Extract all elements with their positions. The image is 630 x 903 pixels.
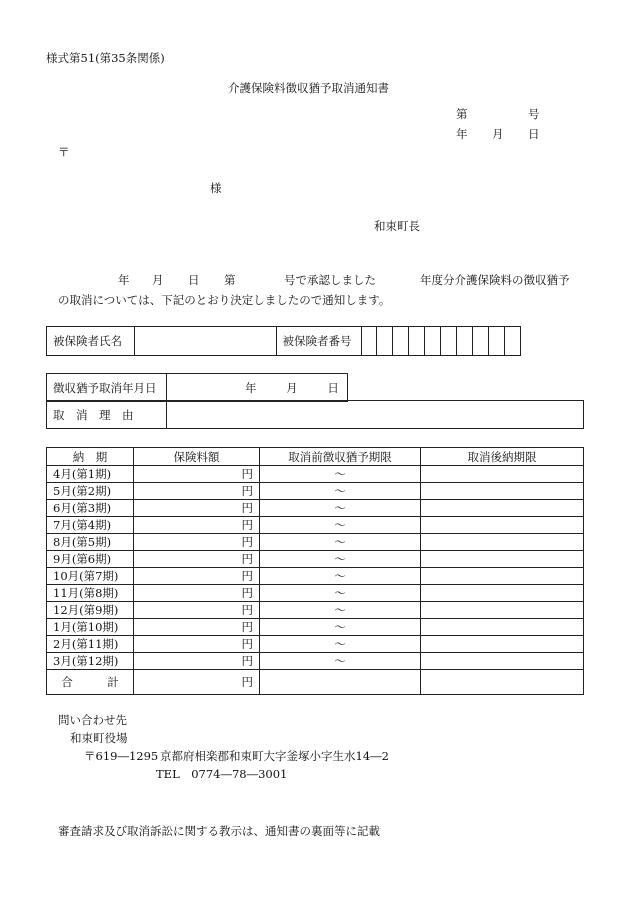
contact-postal: 〒619―1295 xyxy=(84,749,159,763)
cancel-reason-field[interactable] xyxy=(167,401,584,429)
page-title: 介護保険料徴収猶予取消通知書 xyxy=(228,81,389,95)
body-month: 月 xyxy=(152,273,164,287)
header-before-deadline: 取消前徴収猶予期限 xyxy=(260,448,421,466)
after-deadline-cell[interactable] xyxy=(421,517,584,534)
table-row xyxy=(47,636,584,653)
total-label: 合 計 xyxy=(47,670,134,695)
after-deadline-cell[interactable] xyxy=(421,619,584,636)
table-row xyxy=(47,500,584,517)
issuer: 和束町長 xyxy=(374,219,420,233)
amount-cell[interactable]: 円 xyxy=(134,602,260,619)
table-row xyxy=(47,585,584,602)
body-day: 日 xyxy=(188,273,200,287)
postal-mark: 〒 xyxy=(58,145,70,159)
before-deadline-cell[interactable]: ～ xyxy=(260,466,421,483)
period-cell: 10月(第7期) xyxy=(47,568,134,585)
period-cell: 2月(第11期) xyxy=(47,636,134,653)
period-cell: 9月(第6期) xyxy=(47,551,134,568)
before-deadline-cell[interactable]: ～ xyxy=(260,653,421,670)
honorific: 様 xyxy=(210,181,222,195)
total-amount[interactable]: 円 xyxy=(134,670,260,695)
body-approved: 号で承認しました xyxy=(284,273,376,287)
after-deadline-cell[interactable] xyxy=(421,483,584,500)
after-deadline-cell[interactable] xyxy=(421,653,584,670)
after-deadline-cell[interactable] xyxy=(421,500,584,517)
total-before-deadline xyxy=(260,670,421,695)
contact-tel: TEL 0774―78―3001 xyxy=(156,767,288,781)
before-deadline-cell[interactable]: ～ xyxy=(260,500,421,517)
insured-name-label: 被保険者氏名 xyxy=(47,327,135,356)
table-row xyxy=(47,551,584,568)
after-deadline-cell[interactable] xyxy=(421,585,584,602)
amount-cell[interactable]: 円 xyxy=(134,636,260,653)
doc-number-go: 号 xyxy=(528,107,540,121)
before-deadline-cell[interactable]: ～ xyxy=(260,551,421,568)
before-deadline-cell[interactable]: ～ xyxy=(260,517,421,534)
before-deadline-cell[interactable]: ～ xyxy=(260,636,421,653)
table-row xyxy=(47,466,584,483)
before-deadline-cell[interactable]: ～ xyxy=(260,619,421,636)
form-code: 様式第51(第35条関係) xyxy=(46,51,165,65)
amount-cell[interactable]: 円 xyxy=(134,517,260,534)
doc-number-dai: 第 xyxy=(456,107,468,121)
period-cell: 11月(第8期) xyxy=(47,585,134,602)
schedule-header-row xyxy=(47,448,584,466)
cancel-date-month: 月 xyxy=(286,380,298,395)
insured-number-box[interactable] xyxy=(425,327,441,356)
contact-office: 和束町役場 xyxy=(70,731,128,745)
insured-number-box[interactable] xyxy=(361,327,377,356)
contact-address: 京都府相楽郡和束町大字釜塚小字生水14―2 xyxy=(160,749,389,763)
after-deadline-cell[interactable] xyxy=(421,636,584,653)
before-deadline-cell[interactable]: ～ xyxy=(260,602,421,619)
period-cell: 7月(第4期) xyxy=(47,517,134,534)
doc-date-month: 月 xyxy=(492,127,504,141)
before-deadline-cell[interactable]: ～ xyxy=(260,568,421,585)
header-amount: 保険料額 xyxy=(134,448,260,466)
table-row xyxy=(47,602,584,619)
header-period: 納 期 xyxy=(47,448,134,466)
header-after-deadline: 取消後納期限 xyxy=(421,448,584,466)
table-row xyxy=(47,483,584,500)
period-cell: 4月(第1期) xyxy=(47,466,134,483)
body-dai: 第 xyxy=(224,273,236,287)
schedule-total-row xyxy=(47,670,584,695)
insured-number-label: 被保険者番号 xyxy=(276,327,361,356)
contact-heading: 問い合わせ先 xyxy=(58,713,127,727)
body-fiscal: 年度分介護保険料の徴収猶予 xyxy=(420,273,570,287)
amount-cell[interactable]: 円 xyxy=(134,500,260,517)
body-year: 年 xyxy=(118,273,130,287)
before-deadline-cell[interactable]: ～ xyxy=(260,483,421,500)
period-cell: 5月(第2期) xyxy=(47,483,134,500)
doc-date-day: 日 xyxy=(528,127,540,141)
table-row xyxy=(47,517,584,534)
period-cell: 12月(第9期) xyxy=(47,602,134,619)
cancel-date-field[interactable] xyxy=(167,374,348,402)
cancel-date-table xyxy=(46,373,348,402)
insured-number-box[interactable] xyxy=(377,327,393,356)
table-row xyxy=(47,534,584,551)
period-cell: 1月(第10期) xyxy=(47,619,134,636)
insured-table xyxy=(46,326,521,356)
amount-cell[interactable]: 円 xyxy=(134,534,260,551)
insured-number-box[interactable] xyxy=(441,327,457,356)
cancel-date-label: 徴収猶予取消年月日 xyxy=(47,374,167,402)
doc-date-year: 年 xyxy=(456,127,468,141)
cancel-date-day: 日 xyxy=(327,380,339,395)
cancel-reason-label: 取 消 理 由 xyxy=(47,401,167,429)
schedule-table xyxy=(46,447,584,695)
amount-cell[interactable]: 円 xyxy=(134,619,260,636)
table-row xyxy=(47,653,584,670)
insured-number-box[interactable] xyxy=(504,327,520,356)
amount-cell[interactable]: 円 xyxy=(134,568,260,585)
before-deadline-cell[interactable]: ～ xyxy=(260,534,421,551)
total-after-deadline xyxy=(421,670,584,695)
after-deadline-cell[interactable] xyxy=(421,466,584,483)
amount-cell[interactable]: 円 xyxy=(134,551,260,568)
table-row xyxy=(47,568,584,585)
table-row xyxy=(47,619,584,636)
amount-cell[interactable]: 円 xyxy=(134,585,260,602)
insured-number-box[interactable] xyxy=(489,327,505,356)
after-deadline-cell[interactable] xyxy=(421,602,584,619)
insured-number-box[interactable] xyxy=(409,327,425,356)
cancel-date-year: 年 xyxy=(245,380,257,395)
amount-cell[interactable]: 円 xyxy=(134,483,260,500)
insured-number-box[interactable] xyxy=(473,327,489,356)
insured-number-box[interactable] xyxy=(457,327,473,356)
appeal-notice: 審査請求及び取消訴訟に関する教示は、通知書の裏面等に記載 xyxy=(58,824,380,838)
after-deadline-cell[interactable] xyxy=(421,534,584,551)
body-line-2: の取消については、下記のとおり決定しましたので通知します。 xyxy=(58,293,391,307)
after-deadline-cell[interactable] xyxy=(421,551,584,568)
period-cell: 6月(第3期) xyxy=(47,500,134,517)
period-cell: 8月(第5期) xyxy=(47,534,134,551)
amount-cell[interactable]: 円 xyxy=(134,466,260,483)
amount-cell[interactable]: 円 xyxy=(134,653,260,670)
insured-name-field[interactable] xyxy=(134,327,276,356)
cancel-reason-table xyxy=(46,400,584,429)
insured-number-box[interactable] xyxy=(393,327,409,356)
after-deadline-cell[interactable] xyxy=(421,568,584,585)
period-cell: 3月(第12期) xyxy=(47,653,134,670)
before-deadline-cell[interactable]: ～ xyxy=(260,585,421,602)
